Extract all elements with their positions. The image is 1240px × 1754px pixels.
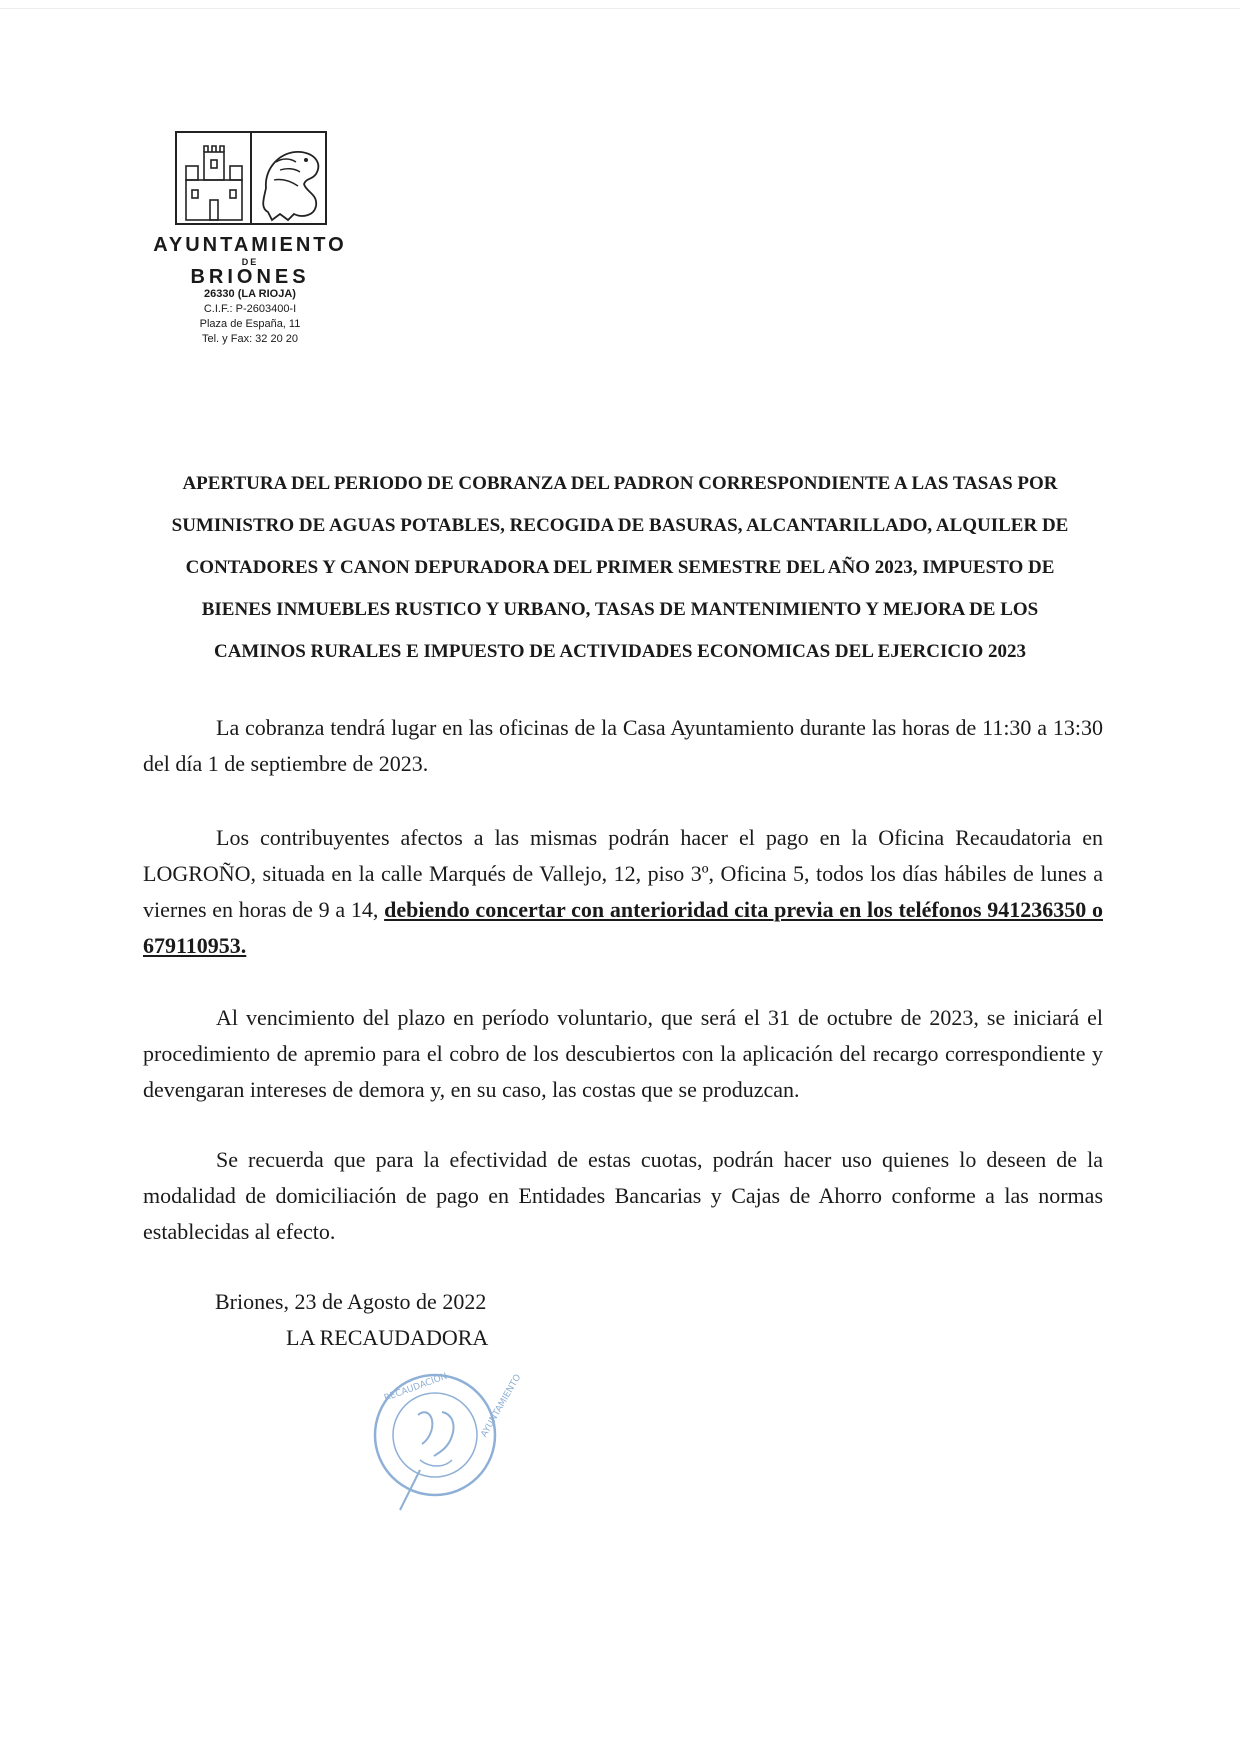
coat-of-arms-icon <box>156 128 346 228</box>
org-name: AYUNTAMIENTO <box>153 234 347 256</box>
paragraph-schedule <box>143 710 1103 782</box>
org-de: DE <box>241 257 259 267</box>
svg-text:AYUNTAMIENTO: AYUNTAMIENTO <box>479 1372 524 1440</box>
heading-line: CAMINOS RURALES E IMPUESTO DE ACTIVIDADES ECONOMICAS DEL EJERCICIO 2023 <box>213 641 1027 662</box>
paragraph-text: La cobranza tendrá lugar en las oficinas de la Casa Ayuntamiento durante las horas de 11:30 a 13:30 del día 1 de septiembre de 2023. <box>143 715 1103 776</box>
place-date: Briones, 23 de Agosto de 2022 <box>215 1289 487 1314</box>
signer-title: LA RECAUDADORA <box>286 1325 489 1350</box>
paragraph-text: Al vencimiento del plazo en período voluntario, que será el 31 de octubre de 2023, se iniciará el procedimiento de apremio para el cobro de los descubiertos con la aplicación del recargo correspondiente y devengaran intereses de demora y, en su caso, las costas que se produzcan. <box>143 1005 1103 1102</box>
paragraph-deadline <box>143 1000 1103 1108</box>
org-cif: C.I.F.: P-2603400-I <box>203 303 297 315</box>
heading-line: BIENES INMUEBLES RUSTICO Y URBANO, TASAS DE MANTENIMIENTO Y MEJORA DE LOS <box>201 599 1039 620</box>
heading-line: CONTADORES Y CANON DEPURADORA DEL PRIMER SEMESTRE DEL AÑO 2023, IMPUESTO DE <box>185 557 1055 578</box>
paragraph-direct-debit <box>143 1142 1103 1250</box>
heading-line: SUMINISTRO DE AGUAS POTABLES, RECOGIDA DE BASURAS, ALCANTARILLADO, ALQUILER DE <box>171 515 1069 536</box>
org-address: Plaza de España, 11 <box>199 318 301 330</box>
org-town: BRIONES <box>190 266 310 288</box>
paragraph-text: Se recuerda que para la efectividad de estas cuotas, podrán hacer uso quienes lo deseen de la modalidad de domiciliación de pago en Entidades Bancarias y Cajas de Ahorro conforme a las normas establecidas al efecto. <box>143 1147 1103 1244</box>
appointment-notice: debiendo concertar con anterioridad cita previa en los teléfonos 941236350 o 679110953. <box>143 897 1103 958</box>
paragraph-plain-text: Los contribuyentes afectos a las mismas podrán hacer el pago en la Oficina Recaudatoria en LOGROÑO, situada en la calle Marqués de Vallejo, 12, piso 3º, Oficina 5, todos los días hábiles de lunes a viernes en horas de 9 a 14, <box>143 825 1103 922</box>
org-postal: 26330 (LA RIOJA) <box>204 288 296 300</box>
scan-edge-line <box>0 8 1240 9</box>
paragraph-text <box>143 820 1103 964</box>
document-heading <box>140 463 1100 673</box>
heading-line: APERTURA DEL PERIODO DE COBRANZA DEL PADRON CORRESPONDIENTE A LAS TASAS POR <box>182 473 1058 494</box>
official-stamp-icon <box>360 1360 524 1510</box>
org-phone: Tel. y Fax: 32 20 20 <box>202 333 298 345</box>
paragraph-payment-office <box>143 820 1103 964</box>
svg-text:RECAUDACION: RECAUDACION <box>382 1371 449 1404</box>
letterhead <box>140 128 360 347</box>
